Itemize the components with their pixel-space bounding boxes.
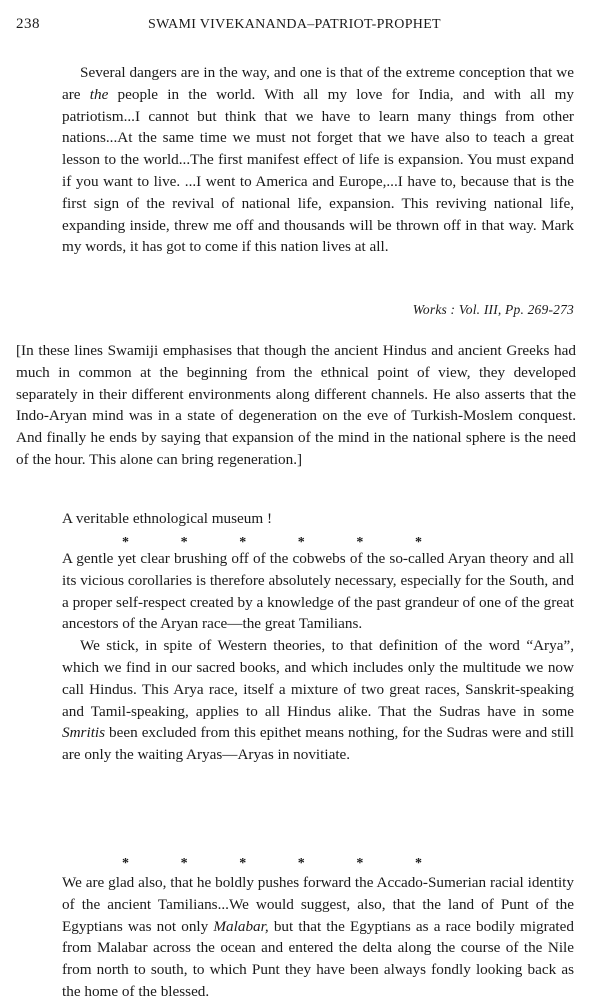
quote3-text-b: but that the Egyptians as a race bodily migrated from Malabar across the ocean and entered the delta along the course of the Nile from north to south, to which Punt they have been always fondly looking back as the home of the blessed.: [62, 917, 574, 1000]
quote1-emphasis: the: [89, 85, 109, 103]
quote3-text-a: We are glad also, that he boldly pushes forward the Accado-Sumerian racial identity of the ancient Tamilians...We would suggest, also, that the land of Punt of the Egyptians was not only: [62, 874, 574, 935]
separator-stars-2: [122, 857, 422, 871]
quote2-paragraph-1: A gentle yet clear brushing off of the cobwebs of the so-called Aryan theory and all its vicious corollaries is therefore absolutely necessary, especially for the South, and a proper self-respect created by a knowledge of the past grandeur of one of the great ancestors of the Aryan race—the great Tamilians.: [62, 550, 574, 633]
star: *: [180, 856, 188, 871]
star: *: [239, 535, 247, 550]
star: *: [414, 856, 422, 871]
star: *: [297, 856, 305, 871]
quote1-text-a: Several dangers are in the way, and one is that of the extreme conception that we are: [62, 64, 574, 103]
star: *: [356, 535, 364, 550]
quote-block-2: [62, 548, 574, 766]
citation: Works : Vol. III, Pp. 269-273: [412, 302, 574, 317]
star: *: [239, 856, 247, 871]
quote1-paragraph: [62, 62, 574, 258]
quote-block-3: [62, 872, 574, 1003]
quote3-emphasis: Malabar,: [213, 917, 269, 935]
quote3-paragraph: [62, 872, 574, 1003]
quote2-emphasis: Smritis: [62, 724, 106, 742]
quote2-text-b: been excluded from this epithet means nothing, for the Sudras were and still are only the waiting Aryas—Aryas in novitiate.: [62, 724, 574, 764]
star: *: [356, 856, 364, 871]
quote1-text-b: people in the world. With all my love for India, and with all my patriotism...I cannot but think that we have to learn many things from other nations...At the same time we must not forget that we have also to teach a great lesson to the world...The first manifest effect of life is expansion. You must expand if you want to live. ...I went to America and Europe,...I have to, because that is the first sign of the revival of national life, expansion. This reviving national life, expanding inside, threw me off and thousands will be thrown off in that way. Mark my words, it has got to come if this nation lives at all.: [62, 85, 574, 256]
running-head: SWAMI VIVEKANANDA–PATRIOT-PROPHET: [148, 17, 441, 32]
star: *: [122, 856, 129, 871]
quote2-text-a: We stick, in spite of Western theories, to that definition of the word “Arya”, which we find in our sacred books, and which includes only the multitude we now call Hindus. This Arya race, itself a mixture of two great races, Sanskrit-speaking and Tamil-speaking, applies to all Hindus alike. That the Sudras have in some: [62, 637, 574, 720]
commentary-block: [16, 340, 576, 471]
section-heading: A veritable ethnological museum !: [62, 510, 273, 527]
quote-block-1: [62, 62, 574, 258]
commentary-paragraph: [In these lines Swamiji emphasises that though the ancient Hindus and ancient Greeks had much in common at the beginning from the ethnical point of view, they developed separately in their different environments along different channels. He also asserts that the Indo-Aryan mind was in a state of degeneration on the eve of Turkish-Moslem conquest. And finally he ends by saying that expansion of the mind in the national sphere is the need of the hour. This alone can bring regeneration.]: [16, 342, 576, 468]
star: *: [180, 535, 188, 550]
page-number: 238: [16, 16, 40, 32]
star: *: [414, 535, 422, 550]
page-header: [16, 16, 580, 38]
star: *: [122, 535, 129, 550]
star: *: [297, 535, 305, 550]
quote2-paragraph-2: [62, 635, 574, 766]
